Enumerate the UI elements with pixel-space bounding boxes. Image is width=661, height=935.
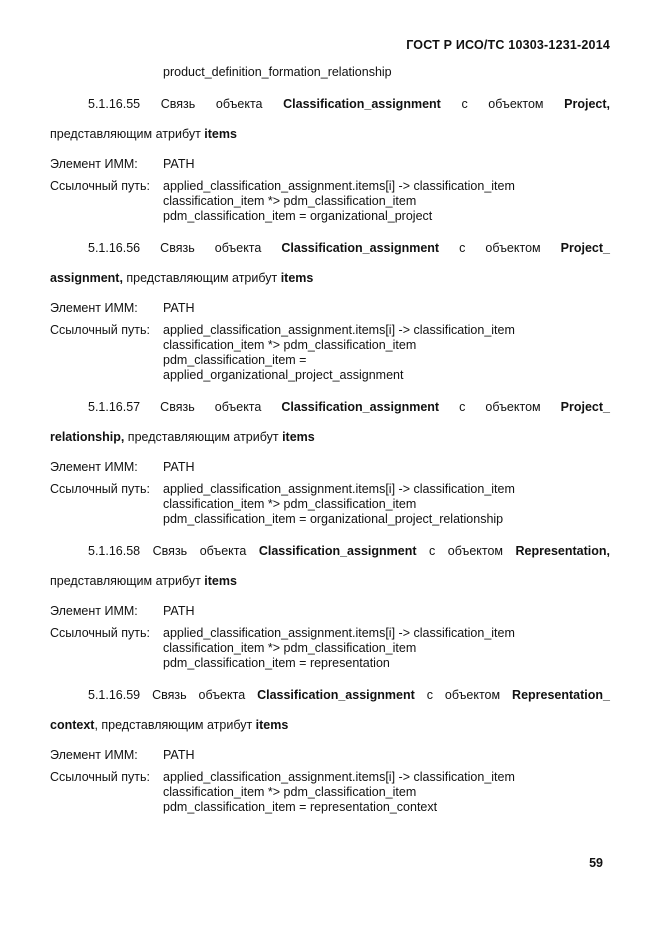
section-heading-line-2 — [50, 430, 610, 445]
section-heading-line-2 — [50, 127, 610, 142]
reference-path-line: classification_item *> pdm_classification_item — [163, 641, 417, 655]
reference-path-row — [50, 626, 610, 671]
standard-section — [50, 241, 610, 383]
section-heading-line-2 — [50, 718, 610, 733]
heading-segment: представляющим атрибут — [122, 271, 281, 285]
reference-path-line: classification_item *> pdm_classification_item — [163, 785, 417, 799]
heading-segment: Classification_assignment — [283, 97, 441, 111]
heading-segment: представляющим атрибут — [124, 430, 283, 444]
imm-element-row — [50, 157, 610, 172]
heading-segment: , представляющим атрибут — [94, 718, 256, 732]
heading-segment: items — [255, 718, 289, 732]
section-heading-line-1 — [50, 241, 610, 256]
heading-segment: представляющим атрибут — [50, 574, 205, 588]
reference-path-line: applied_classification_assignment.items[i] -> classification_item — [163, 626, 515, 640]
page-number: 59 — [589, 856, 603, 870]
reference-path-row — [50, 323, 610, 383]
heading-segment: assignment, — [50, 271, 123, 285]
reference-path-line: pdm_classification_item = representation_context — [163, 800, 438, 814]
imm-element-row — [50, 460, 610, 475]
reference-path-line: applied_classification_assignment.items[i] -> classification_item — [163, 179, 515, 193]
section-heading-line-1 — [50, 400, 610, 415]
heading-segment: 5.1.16.56 Связь объекта — [88, 241, 282, 255]
section-heading-line-2 — [50, 574, 610, 589]
imm-element-label: Элемент ИММ: — [50, 604, 138, 618]
heading-segment: context — [50, 718, 95, 732]
reference-path-value — [163, 482, 610, 527]
reference-path-label: Ссылочный путь: — [50, 482, 150, 496]
reference-path-value — [163, 626, 610, 671]
standard-section — [50, 400, 610, 527]
heading-segment: items — [280, 271, 314, 285]
heading-segment: items — [204, 574, 237, 588]
reference-path-line: pdm_classification_item = — [163, 353, 307, 367]
heading-segment: relationship, — [50, 430, 125, 444]
heading-segment: Representation_ — [512, 688, 610, 702]
heading-segment: Classification_assignment — [281, 241, 440, 255]
reference-path-value — [163, 770, 610, 815]
reference-path-line: applied_classification_assignment.items[i] -> classification_item — [163, 323, 515, 337]
imm-element-value: PATH — [163, 157, 195, 171]
heading-segment: с объектом — [416, 544, 516, 558]
standard-section — [50, 97, 610, 224]
imm-element-label: Элемент ИММ: — [50, 301, 138, 315]
heading-segment: с объектом — [440, 97, 565, 111]
reference-path-value — [163, 323, 610, 383]
section-heading-line-1 — [50, 544, 610, 559]
heading-segment: Project_ — [560, 400, 610, 414]
heading-segment: 5.1.16.57 Связь объекта — [88, 400, 282, 414]
reference-path-label: Ссылочный путь: — [50, 626, 150, 640]
reference-path-line: classification_item *> pdm_classification_item — [163, 338, 417, 352]
reference-path-label: Ссылочный путь: — [50, 770, 150, 784]
reference-path-value — [163, 179, 610, 224]
heading-segment: с объектом — [439, 241, 561, 255]
reference-path-line: pdm_classification_item = organizational_project — [163, 209, 433, 223]
reference-path-label: Ссылочный путь: — [50, 323, 150, 337]
imm-element-value: PATH — [163, 301, 195, 315]
reference-path-line: classification_item *> pdm_classification_item — [163, 194, 417, 208]
section-heading-line-1 — [50, 97, 610, 112]
imm-element-label: Элемент ИММ: — [50, 157, 138, 171]
section-heading-line-1 — [50, 688, 610, 703]
imm-element-row — [50, 301, 610, 316]
reference-path-label: Ссылочный путь: — [50, 179, 150, 193]
imm-element-value: PATH — [163, 748, 195, 762]
section-heading-line-2 — [50, 271, 610, 286]
heading-segment: items — [282, 430, 315, 444]
sections-container — [50, 97, 610, 815]
heading-segment: с объектом — [439, 400, 561, 414]
reference-path-line: pdm_classification_item = representation — [163, 656, 390, 670]
reference-path-row — [50, 482, 610, 527]
heading-segment: 5.1.16.58 Связь объекта — [88, 544, 259, 558]
standard-section — [50, 544, 610, 671]
heading-segment: Project_ — [560, 241, 610, 255]
document-header-title: ГОСТ Р ИСО/ТС 10303-1231-2014 — [406, 38, 610, 52]
heading-segment: Representation, — [515, 544, 610, 558]
heading-segment: Classification_assignment — [281, 400, 440, 414]
reference-path-row — [50, 179, 610, 224]
heading-segment: Project, — [564, 97, 610, 111]
heading-segment: Classification_assignment — [257, 688, 415, 702]
imm-element-row — [50, 748, 610, 763]
reference-path-line: applied_classification_assignment.items[i] -> classification_item — [163, 482, 515, 496]
heading-segment: 5.1.16.55 Связь объекта — [88, 97, 284, 111]
reference-path-line: classification_item *> pdm_classification_item — [163, 497, 417, 511]
heading-segment: items — [204, 127, 237, 141]
imm-element-row — [50, 604, 610, 619]
reference-path-row — [50, 770, 610, 815]
imm-element-label: Элемент ИММ: — [50, 460, 138, 474]
imm-element-value: PATH — [163, 604, 195, 618]
heading-segment: Classification_assignment — [258, 544, 417, 558]
heading-segment: с объектом — [414, 688, 513, 702]
reference-path-line: applied_organizational_project_assignment — [163, 368, 404, 382]
continuation-reference-path-line: product_definition_formation_relationship — [163, 65, 392, 79]
imm-element-value: PATH — [163, 460, 195, 474]
reference-path-line: applied_classification_assignment.items[i] -> classification_item — [163, 770, 515, 784]
standard-section — [50, 688, 610, 815]
heading-segment: 5.1.16.59 Связь объекта — [88, 688, 258, 702]
imm-element-label: Элемент ИММ: — [50, 748, 138, 762]
reference-path-line: pdm_classification_item = organizational_project_relationship — [163, 512, 504, 526]
heading-segment: представляющим атрибут — [50, 127, 205, 141]
